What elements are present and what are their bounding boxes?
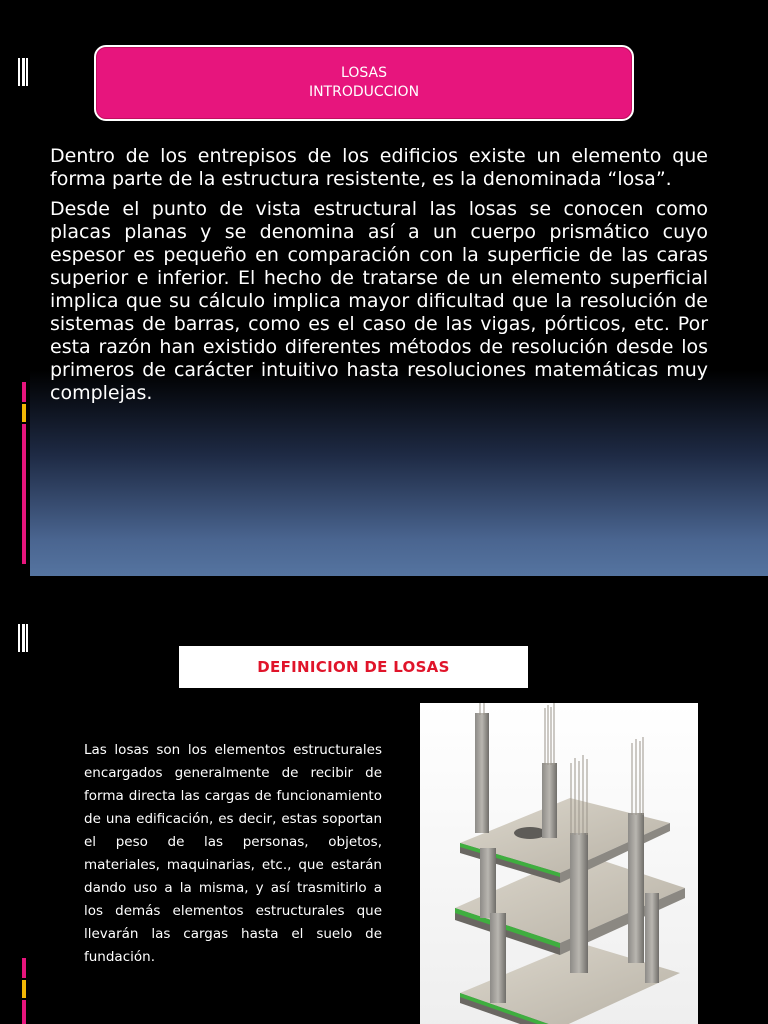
definition-text: Las losas son los elementos estructurales encargados generalmente de recibir de forma directa las cargas de funcionamiento de una edificación, es decir, estas soportan el peso de las personas, objetos, materiales, maquinarias, etc., que estarán dando uso a la misma, y así trasmitirlo a los demás elementos estructurales que llevarán las cargas hasta el suelo de fundación. bbox=[84, 742, 382, 965]
edge-bar-yellow-2 bbox=[22, 980, 26, 998]
slide-subtitle: INTRODUCCION bbox=[308, 84, 420, 100]
edge-bar-pink-long-2 bbox=[22, 1000, 26, 1024]
edge-bar-pink-long bbox=[22, 424, 26, 564]
edge-bar-pink bbox=[22, 382, 26, 402]
intro-body bbox=[50, 145, 708, 412]
slide-title: LOSAS bbox=[341, 65, 387, 81]
slide-title-box bbox=[94, 45, 634, 121]
slab-structure-drawing bbox=[420, 703, 698, 1024]
definition-heading: DEFINICION DE LOSAS bbox=[179, 646, 528, 688]
intro-paragraph-2: Desde el punto de vista estructural las losas se conocen como placas planas y se denomina así a un cuerpo prismático cuyo espesor es pequeño en comparación con la superficie de las caras superior e inferior. El hecho de tratarse de un elemento superficial implica que su cálculo implica mayor dificultad que la resolución de sistemas de barras, como es el caso de las vigas, pórticos, etc. Por esta razón han existido diferentes métodos de resolución desde los primeros de carácter intuitivo hasta resoluciones matemáticas muy complejas. bbox=[50, 198, 708, 404]
slab-structure-illustration bbox=[420, 703, 698, 1024]
slide-definicion bbox=[30, 578, 768, 1024]
edge-bar-yellow bbox=[22, 404, 26, 422]
slide-marker-top-1 bbox=[18, 58, 28, 86]
edge-bar-pink-2 bbox=[22, 958, 26, 978]
slide-marker-top-2 bbox=[18, 624, 28, 652]
slide-introduccion bbox=[30, 0, 768, 576]
intro-paragraph-1: Dentro de los entrepisos de los edificios existe un elemento que forma parte de la estructura resistente, es la denominada “losa”. bbox=[50, 145, 708, 190]
